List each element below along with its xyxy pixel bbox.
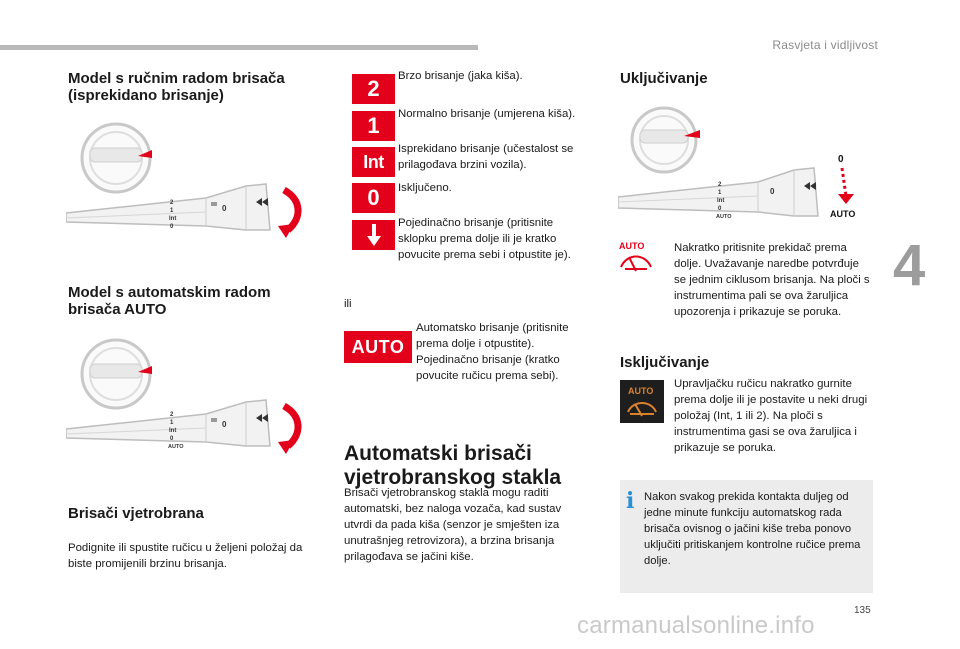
stalk-zero-label: 0 — [770, 187, 775, 196]
badge-single-wipe — [352, 220, 395, 250]
stalk-figure-auto — [66, 334, 310, 460]
figure-auto-label: AUTO — [830, 209, 856, 219]
stalk-label-int: Int — [169, 216, 177, 222]
position-text-1: Normalno brisanje (umjerena kiša). — [398, 108, 576, 120]
heading-switch-off: Isključivanje — [620, 354, 710, 371]
header-bar — [0, 45, 478, 50]
stalk-label-auto: AUTO — [168, 444, 184, 450]
heading-manual-wipers: Model s ručnim radom brisača (isprekidano brisanje) — [68, 70, 285, 104]
badge-off-0: 0 — [352, 183, 395, 213]
auto-wipers-text: Brisači vjetrobranskog stakla mogu raditi automatski, bez naloga vozača, kad sustav utvrdi da pada kiša (senzor je smješten iza unutrašnjeg retrovizora), a brzina brisanja prilagođava se jačini kiše. — [344, 487, 562, 563]
info-text: Nakon svakog prekida kontakta duljeg od jedne minute funkciju automatskog rada brisača ovisnog o jačini kiše treba ponovo uključiti pritiskanjem kontrolne ručice prema dolje. — [644, 491, 861, 567]
arrow-curved-down-icon — [278, 406, 298, 454]
or-text: ili — [344, 298, 352, 310]
info-icon: i — [626, 488, 635, 514]
stalk-label-2: 2 — [170, 412, 174, 418]
info-box — [620, 480, 873, 593]
arrow-down-icon — [367, 224, 381, 246]
steering-wheel-icon — [82, 124, 152, 192]
stalk-label-2: 2 — [170, 200, 174, 206]
wiper-stalk-icon — [66, 184, 270, 230]
badge-speed-2: 2 — [352, 74, 395, 104]
switch-off-text: Upravljačku ručicu nakratko gurnite prema dolje ili je postavite u neki drugi položaj (Int, 1 ili 2). Na ploči s instrumentima gasi se ova žaruljica i prikazuje se poruka. — [674, 378, 868, 454]
stalk-zero-label: 0 — [222, 420, 227, 429]
steering-wheel-icon — [82, 340, 152, 408]
auto-text: Automatsko brisanje (pritisnite prema dolje i otpustite). Pojedinačno brisanje (kratko povucite ručicu prema sebi). — [416, 322, 569, 382]
position-text-single: Pojedinačno brisanje (pritisnite sklopku prema dolje ili je kratko povucite prema sebi i otpustite je). — [398, 217, 571, 261]
badge-auto: AUTO — [344, 331, 412, 363]
stalk-figure-manual — [66, 118, 310, 244]
badge-int: Int — [352, 147, 395, 177]
heading-switch-on: Uključivanje — [620, 70, 708, 87]
stalk-label-0: 0 — [170, 436, 174, 442]
heading-auto-wipers-model: Model s automatskim radom brisača AUTO — [68, 284, 271, 318]
figure-zero-label: 0 — [838, 154, 844, 165]
off-icon-label: AUTO — [628, 386, 654, 396]
position-text-2: Brzo brisanje (jaka kiša). — [398, 70, 523, 82]
watermark: carmanualsonline.info — [577, 612, 815, 639]
arrow-curved-down-icon — [278, 190, 298, 238]
position-text-int: Isprekidano brisanje (učestalost se prilagođava brzini vozila). — [398, 143, 574, 171]
stalk-label-int: Int — [169, 428, 177, 434]
heading-wipers: Brisači vjetrobrana — [68, 505, 204, 522]
badge-speed-1: 1 — [352, 111, 395, 141]
page-number: 135 — [854, 605, 871, 616]
wipers-text: Podignite ili spustite ručicu u željeni položaj da biste promijenili brzinu brisanja. — [68, 542, 303, 570]
dashed-arrow-down-icon — [838, 168, 854, 204]
stalk-label-1: 1 — [718, 190, 722, 196]
stalk-label-auto: AUTO — [716, 214, 732, 220]
steering-wheel-icon — [632, 108, 700, 172]
stalk-label-1: 1 — [170, 208, 174, 214]
stalk-figure-on — [618, 100, 870, 230]
stalk-label-0: 0 — [718, 206, 722, 212]
auto-wiper-warning-icon — [619, 241, 659, 278]
stalk-label-int: Int — [717, 198, 725, 204]
wiper-icon — [619, 251, 653, 273]
heading-automatic-wipers: Automatski brisači vjetrobranskog stakla — [344, 442, 562, 489]
switch-on-text: Nakratko pritisnite prekidač prema dolje. Uvažavanje naredbe potvrđuje se jednim ciklusom brisanja. Na ploči s instrumentima pali se ova žaruljica upozorenja i prikazuje se poruka. — [674, 242, 870, 318]
auto-wiper-off-icon — [620, 380, 664, 423]
chapter-number: 4 — [893, 233, 926, 298]
auto-icon-label: AUTO — [619, 241, 645, 251]
position-text-0: Isključeno. — [398, 182, 452, 194]
stalk-label-2: 2 — [718, 182, 722, 188]
chapter-title: Rasvjeta i vidljivost — [772, 38, 878, 52]
wiper-stalk-icon — [66, 400, 270, 446]
stalk-zero-label: 0 — [222, 204, 227, 213]
stalk-label-1: 1 — [170, 420, 174, 426]
stalk-label-0: 0 — [170, 224, 174, 230]
